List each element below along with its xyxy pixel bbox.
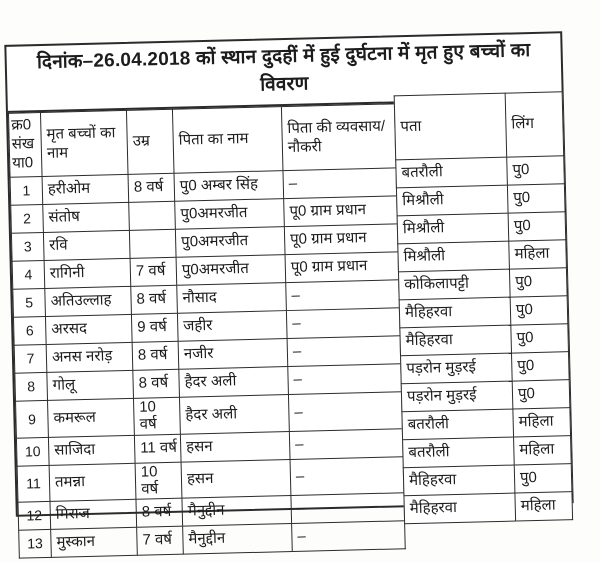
table-row xyxy=(401,352,570,384)
cell-gender: महिला xyxy=(513,408,571,437)
col-header-age: उम्र xyxy=(126,109,174,174)
cell-father: नौसाद xyxy=(177,283,287,314)
cell-sno: 10 xyxy=(16,437,49,466)
table-row xyxy=(398,268,567,300)
cell-name: हरीओम xyxy=(42,174,129,204)
cell-gender: महिला xyxy=(515,492,573,521)
cell-occupation: – xyxy=(292,521,406,552)
cell-name: संतोष xyxy=(43,202,130,232)
cell-address: बतरौली xyxy=(402,409,514,440)
cell-father: हैदर अली xyxy=(179,395,289,434)
cell-gender: पु0 xyxy=(507,184,565,213)
cell-gender: पु0 xyxy=(507,156,565,185)
cell-sno: 6 xyxy=(13,316,46,345)
table-row xyxy=(397,212,566,244)
table-row xyxy=(398,240,567,272)
cell-name: मिराज xyxy=(50,499,137,529)
cell-father: जहीर xyxy=(177,311,287,342)
cell-gender: पु0 xyxy=(511,324,569,353)
cell-sno: 12 xyxy=(18,501,51,530)
col-header-serial: क्र0 संख या0 xyxy=(8,113,42,178)
cell-sno: 8 xyxy=(15,372,48,401)
cell-name: गोलू xyxy=(47,370,134,400)
cell-father: हसन xyxy=(180,431,290,462)
document-sheet xyxy=(4,31,573,552)
cell-name: तमन्ना xyxy=(49,463,136,502)
table-row xyxy=(399,296,568,328)
cell-gender: महिला xyxy=(514,436,572,465)
cell-age: 8 वर्ष xyxy=(136,498,183,527)
table-row xyxy=(402,408,571,440)
table-row xyxy=(396,156,565,188)
cell-sno: 1 xyxy=(10,177,43,206)
cell-gender: महिला xyxy=(509,240,567,269)
cell-age: 8 वर्ष xyxy=(128,173,175,202)
cell-occupation: – xyxy=(283,168,397,199)
col-header-address: पता xyxy=(394,93,507,160)
victims-table-right xyxy=(394,91,573,524)
col-header-child-name: मृत बच्चों का नाम xyxy=(40,110,128,176)
col-header-gender: लिंग xyxy=(505,92,564,157)
cell-sno: 13 xyxy=(19,529,52,558)
cell-gender: पु0 xyxy=(510,296,568,325)
cell-age: 10 वर्ष xyxy=(135,462,182,500)
cell-name: रागिनी xyxy=(44,258,131,288)
cell-age: 8 वर्ष xyxy=(132,341,179,370)
cell-occupation: पू0 ग्राम प्रधान xyxy=(284,196,398,227)
cell-sno: 9 xyxy=(16,400,49,437)
cell-address: मैहिहरवा xyxy=(404,493,516,524)
cell-name: अनस नरोड़ xyxy=(46,342,133,372)
cell-occupation: पू0 ग्राम प्रधान xyxy=(285,252,399,283)
cell-name: अतिउल्लाह xyxy=(45,286,132,316)
cell-age: 11 वर्ष xyxy=(134,434,181,463)
cell-age: 8 वर्ष xyxy=(131,285,178,314)
cell-sno: 11 xyxy=(17,465,50,502)
col-header-father-occupation: पिता की व्यवसाय/नौकरी xyxy=(281,104,396,171)
cell-father: पु0 अम्बर सिंह xyxy=(174,171,284,202)
header-row xyxy=(8,104,395,177)
table-row xyxy=(401,380,570,412)
cell-father: पु0अमरजीत xyxy=(175,199,285,230)
cell-address: बतरौली xyxy=(403,437,515,468)
cell-father: पु0अमरजीत xyxy=(176,255,286,286)
cell-occupation: – xyxy=(289,428,403,459)
cell-age: 10 वर्ष xyxy=(133,397,180,435)
cell-age: 8 वर्ष xyxy=(133,369,180,398)
cell-age: 7 वर्ष xyxy=(137,526,184,555)
table-row xyxy=(396,184,565,216)
cell-gender: पु0 xyxy=(511,352,569,381)
table-header-right xyxy=(394,92,564,160)
victims-table-area xyxy=(8,99,572,552)
cell-address: पड़रोन मुड़रई xyxy=(401,381,513,412)
cell-name: कमरूल xyxy=(48,398,135,437)
cell-age xyxy=(129,229,176,258)
cell-sno: 5 xyxy=(13,288,46,317)
cell-father: नजीर xyxy=(178,339,288,370)
cell-occupation: – xyxy=(286,308,400,339)
cell-sno: 3 xyxy=(11,232,44,261)
cell-sno: 4 xyxy=(12,260,45,289)
main-tbody xyxy=(10,168,405,558)
cell-name: साजिदा xyxy=(48,435,135,465)
cell-occupation: – xyxy=(290,456,404,495)
cell-gender: पु0 xyxy=(514,464,572,493)
cell-address: मिश्रौली xyxy=(397,213,509,244)
col-header-father-name: पिता का नाम xyxy=(172,107,283,174)
cell-occupation: – xyxy=(288,364,402,395)
cell-father: मैनुद्दीन xyxy=(182,496,292,527)
right-tbody xyxy=(396,156,573,524)
cell-address: पड़रोन मुड़रई xyxy=(401,353,513,384)
cell-occupation: – xyxy=(287,336,401,367)
table-header xyxy=(8,104,395,177)
cell-gender: पु0 xyxy=(508,212,566,241)
cell-age: 7 वर्ष xyxy=(130,257,177,286)
cell-father: हसन xyxy=(181,459,291,498)
table-row xyxy=(404,492,573,524)
cell-gender: पु0 xyxy=(512,380,570,409)
table-row xyxy=(403,464,572,496)
victims-table-left xyxy=(8,103,406,558)
cell-occupation: – xyxy=(288,392,402,431)
cell-address: मिश्रौली xyxy=(396,185,508,216)
cell-name: रवि xyxy=(43,230,130,260)
header-row-right xyxy=(394,92,564,160)
cell-sno: 7 xyxy=(14,344,47,373)
cell-address: मैहिहरवा xyxy=(400,325,512,356)
cell-father: मैनुद्दीन xyxy=(183,524,293,555)
cell-father: हैदर अली xyxy=(179,367,289,398)
cell-name: मुस्कान xyxy=(51,527,138,557)
document-title: दिनांक–26.04.2018 कों स्थान दुदहीं में हुई दुर्घटना में मृत हुए बच्चों का विवरण xyxy=(6,33,561,113)
cell-occupation: – xyxy=(286,280,400,311)
cell-address: कोकिलापट्टी xyxy=(398,269,510,300)
cell-address: मैहिहरवा xyxy=(399,297,511,328)
cell-address: बतरौली xyxy=(396,157,508,188)
table-row xyxy=(400,324,569,356)
table-row xyxy=(403,436,572,468)
cell-gender: पु0 xyxy=(509,268,567,297)
cell-sno: 2 xyxy=(11,204,44,233)
cell-occupation: – xyxy=(291,493,405,524)
cell-age xyxy=(129,201,176,230)
cell-occupation: पू0 ग्राम प्रधान xyxy=(284,224,398,255)
cell-address: मैहिहरवा xyxy=(403,465,515,496)
cell-name: अरसद xyxy=(45,314,132,344)
cell-age: 9 वर्ष xyxy=(131,313,178,342)
cell-address: मिश्रौली xyxy=(398,241,510,272)
cell-father: पु0अमरजीत xyxy=(175,227,285,258)
